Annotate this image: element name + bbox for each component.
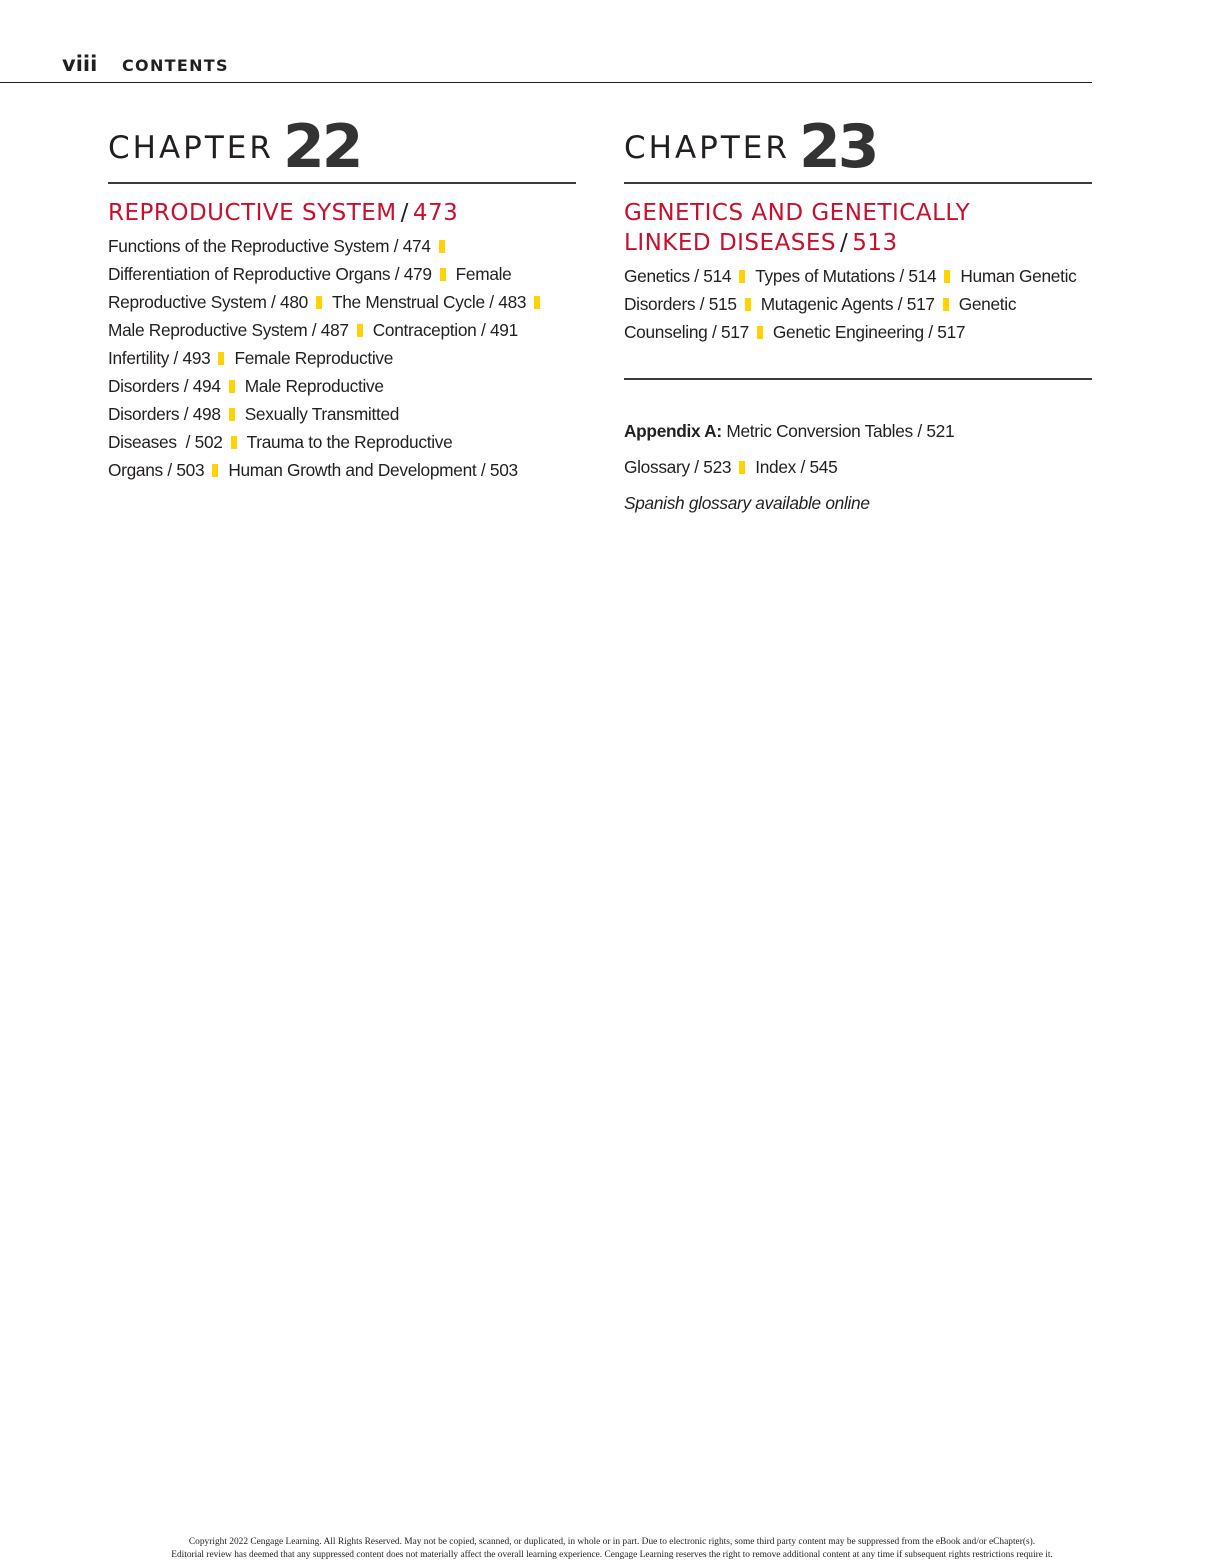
- section-entry[interactable]: Genetic Engineering / 517: [772, 322, 966, 342]
- chapter-heading: [624, 112, 1092, 184]
- section-entry[interactable]: Differentiation of Reproductive Organs / 479: [108, 264, 432, 284]
- bullet-separator: [316, 296, 322, 309]
- section-entry-part[interactable]: Counseling / 517: [624, 322, 749, 342]
- chapter-label: CHAPTER: [624, 130, 790, 166]
- bullet-separator: [943, 298, 949, 311]
- section-entry-part[interactable]: Diseases / 502: [108, 432, 223, 452]
- appendix-label: Appendix A:: [624, 421, 722, 441]
- chapter-title-page: 513: [852, 230, 898, 256]
- bullet-separator: [745, 298, 751, 311]
- section-entry[interactable]: Types of Mutations / 514: [755, 266, 937, 286]
- page-number: viii: [62, 52, 98, 76]
- section-entry-part[interactable]: Disorders / 515: [624, 294, 737, 314]
- section-entry-part[interactable]: Sexually Transmitted: [244, 404, 400, 424]
- bullet-separator: [231, 436, 237, 449]
- section-list: [624, 262, 1092, 346]
- section-entry[interactable]: Male Reproductive System / 487: [108, 320, 349, 340]
- running-head: [0, 50, 1092, 83]
- spanish-glossary-note: [624, 493, 1092, 529]
- bullet-separator: [212, 464, 218, 477]
- chapter-title-text: REPRODUCTIVE SYSTEM: [108, 200, 397, 226]
- bullet-separator: [739, 270, 745, 283]
- section-entry[interactable]: Contraception / 491: [372, 320, 518, 340]
- section-entry[interactable]: The Menstrual Cycle / 483: [331, 292, 527, 312]
- bullet-separator: [944, 270, 950, 283]
- bullet-separator: [229, 380, 235, 393]
- copyright-notice: [0, 1536, 1224, 1562]
- back-matter: [624, 421, 1092, 529]
- section-entry-part[interactable]: Genetic: [958, 294, 1017, 314]
- copyright-line-1: Copyright 2022 Cengage Learning. All Rights Reserved. May not be copied, scanned, or duplicated, in whole or in part. Due to electronic rights, some third party content may be suppressed from the eBook and/or eChapter(s).: [188, 1537, 1036, 1547]
- bullet-separator: [440, 268, 446, 281]
- chapter-label: CHAPTER: [108, 130, 274, 166]
- glossary-entry[interactable]: Glossary / 523: [624, 457, 732, 477]
- chapter-title-line2: LINKED DISEASES: [624, 230, 837, 256]
- chapter-number: 23: [799, 112, 877, 182]
- bullet-separator: [229, 408, 235, 421]
- bullet-separator: [757, 326, 763, 339]
- appendix-entry[interactable]: [624, 421, 1092, 457]
- section-entry-part[interactable]: Disorders / 494: [108, 376, 221, 396]
- bullet-separator: [739, 461, 745, 474]
- bullet-separator: [218, 352, 224, 365]
- chapter-number: 22: [283, 112, 361, 182]
- section-entry-part[interactable]: Human Genetic: [960, 266, 1077, 286]
- note-text: Spanish glossary available online: [624, 493, 870, 513]
- index-entry[interactable]: Index / 545: [755, 457, 838, 477]
- chapter-title-page: 473: [412, 200, 459, 226]
- chapter-heading: [108, 112, 576, 184]
- chapter-title: GENETICS AND GENETICALLY LINKED DISEASES / 513: [624, 200, 971, 256]
- section-entry-part[interactable]: Male Reproductive: [244, 376, 384, 396]
- appendix-text: Metric Conversion Tables / 521: [726, 421, 955, 441]
- section-entry-part[interactable]: Female: [455, 264, 512, 284]
- running-title: CONTENTS: [122, 56, 229, 75]
- back-matter-divider: [624, 378, 1092, 380]
- chapter-title: REPRODUCTIVE SYSTEM / 473: [108, 200, 459, 226]
- bullet-separator: [439, 240, 445, 253]
- section-entry[interactable]: Genetics / 514: [624, 266, 732, 286]
- section-list: [108, 232, 576, 484]
- chapter-22-column: [108, 112, 576, 484]
- section-entry-part[interactable]: Disorders / 498: [108, 404, 221, 424]
- glossary-index-line: [624, 457, 1092, 493]
- section-entry[interactable]: Mutagenic Agents / 517: [760, 294, 935, 314]
- section-entry[interactable]: Human Growth and Development / 503: [228, 460, 518, 480]
- bullet-separator: [534, 296, 540, 309]
- chapter-23-column: [624, 112, 1092, 529]
- section-entry[interactable]: Functions of the Reproductive System / 474: [108, 236, 431, 256]
- section-entry-part[interactable]: Female Reproductive: [234, 348, 394, 368]
- copyright-line-2: Editorial review has deemed that any suppressed content does not materially affect the overall learning experience. Cengage Learning reserves the right to remove additional content at any time if subsequent rights restrictions require it.: [171, 1550, 1053, 1560]
- section-entry[interactable]: Infertility / 493: [108, 348, 211, 368]
- section-entry-part[interactable]: Reproductive System / 480: [108, 292, 308, 312]
- chapter-title-line1: GENETICS AND GENETICALLY: [624, 200, 971, 226]
- section-entry-part[interactable]: Organs / 503: [108, 460, 205, 480]
- bullet-separator: [357, 324, 363, 337]
- section-entry-part[interactable]: Trauma to the Reproductive: [246, 432, 453, 452]
